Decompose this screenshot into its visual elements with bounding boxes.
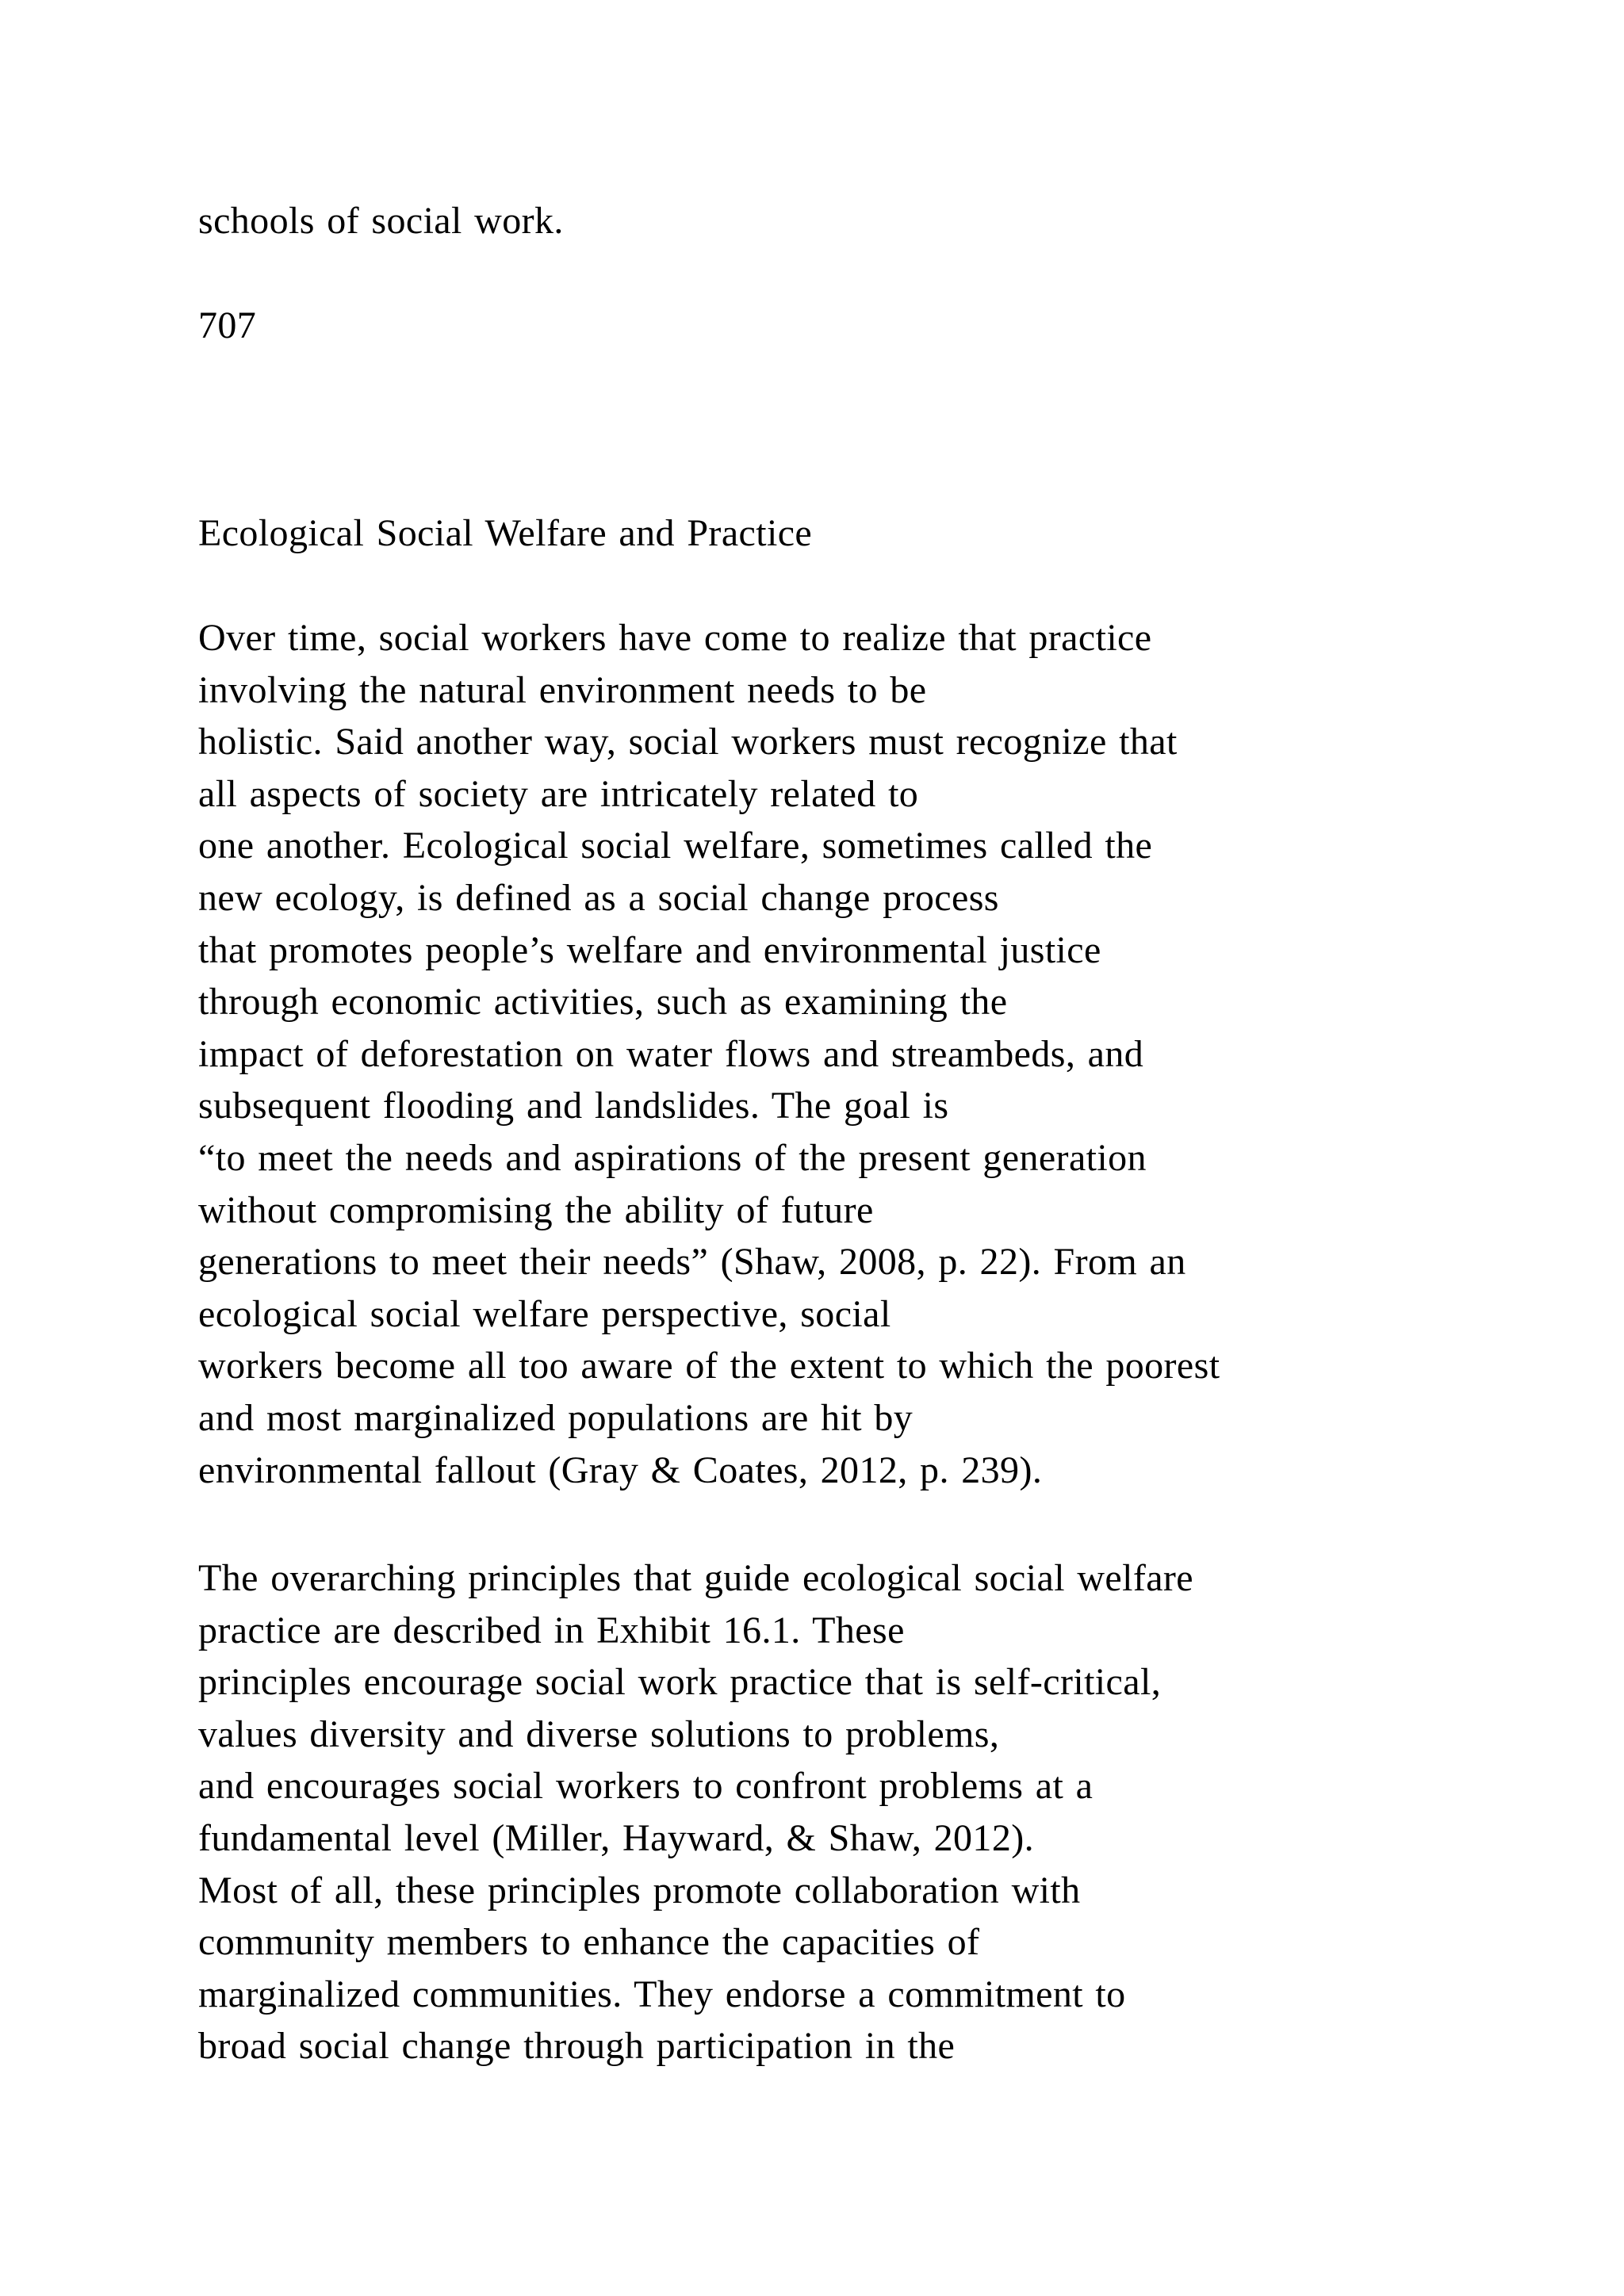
paragraph-line: new ecology, is defined as a social change process — [198, 876, 999, 919]
paragraph-line: involving the natural environment needs to be — [198, 668, 927, 711]
paragraph-line: and encourages social workers to confront problems at a — [198, 1765, 1094, 1808]
paragraph-1 — [198, 612, 1220, 1496]
paragraph-line: The overarching principles that guide ecological social welfare — [198, 1557, 1194, 1599]
paragraph-line: fundamental level (Miller, Hayward, & Shaw, 2012). — [198, 1816, 1035, 1859]
paragraph-line: that promotes people’s welfare and environmental justice — [198, 928, 1101, 971]
paragraph-line: without compromising the ability of future — [198, 1188, 874, 1231]
paragraph-line: one another. Ecological social welfare, sometimes called the — [198, 825, 1153, 867]
paragraph-line: practice are described in Exhibit 16.1. These — [198, 1609, 905, 1651]
paragraph-line: holistic. Said another way, social workers must recognize that — [198, 721, 1178, 763]
continued-text-line: schools of social work. — [198, 200, 564, 242]
paragraph-line: values diversity and diverse solutions to problems, — [198, 1712, 1000, 1755]
paragraph-line: Over time, social workers have come to realize that practice — [198, 617, 1152, 659]
paragraph-line: broad social change through participation in the — [198, 2025, 956, 2068]
paragraph-line: Most of all, these principles promote collaboration with — [198, 1869, 1081, 1911]
paragraph-2 — [198, 1552, 1193, 2072]
paragraph-line: marginalized communities. They endorse a commitment to — [198, 1973, 1126, 2015]
paragraph-line: environmental fallout (Gray & Coates, 2012, p. 239). — [198, 1448, 1043, 1491]
paragraph-line: principles encourage social work practice that is self-critical, — [198, 1661, 1162, 1704]
paragraph-line: through economic activities, such as examining the — [198, 981, 1008, 1024]
paragraph-line: workers become all too aware of the extent to which the poorest — [198, 1345, 1220, 1387]
paragraph-line: subsequent flooding and landslides. The goal is — [198, 1085, 949, 1127]
paragraph-line: and most marginalized populations are hit by — [198, 1396, 914, 1439]
paragraph-line: ecological social welfare perspective, social — [198, 1292, 891, 1335]
paragraph-line: “to meet the needs and aspirations of the present generation — [198, 1136, 1147, 1179]
paragraph-line: impact of deforestation on water flows and streambeds, and — [198, 1032, 1144, 1075]
page-number: 707 — [198, 304, 257, 346]
paragraph-line: all aspects of society are intricately related to — [198, 772, 919, 815]
paragraph-line: generations to meet their needs” (Shaw, 2008, p. 22). From an — [198, 1241, 1186, 1284]
section-heading: Ecological Social Welfare and Practice — [198, 512, 813, 554]
paragraph-line: community members to enhance the capacities of — [198, 1921, 980, 1964]
